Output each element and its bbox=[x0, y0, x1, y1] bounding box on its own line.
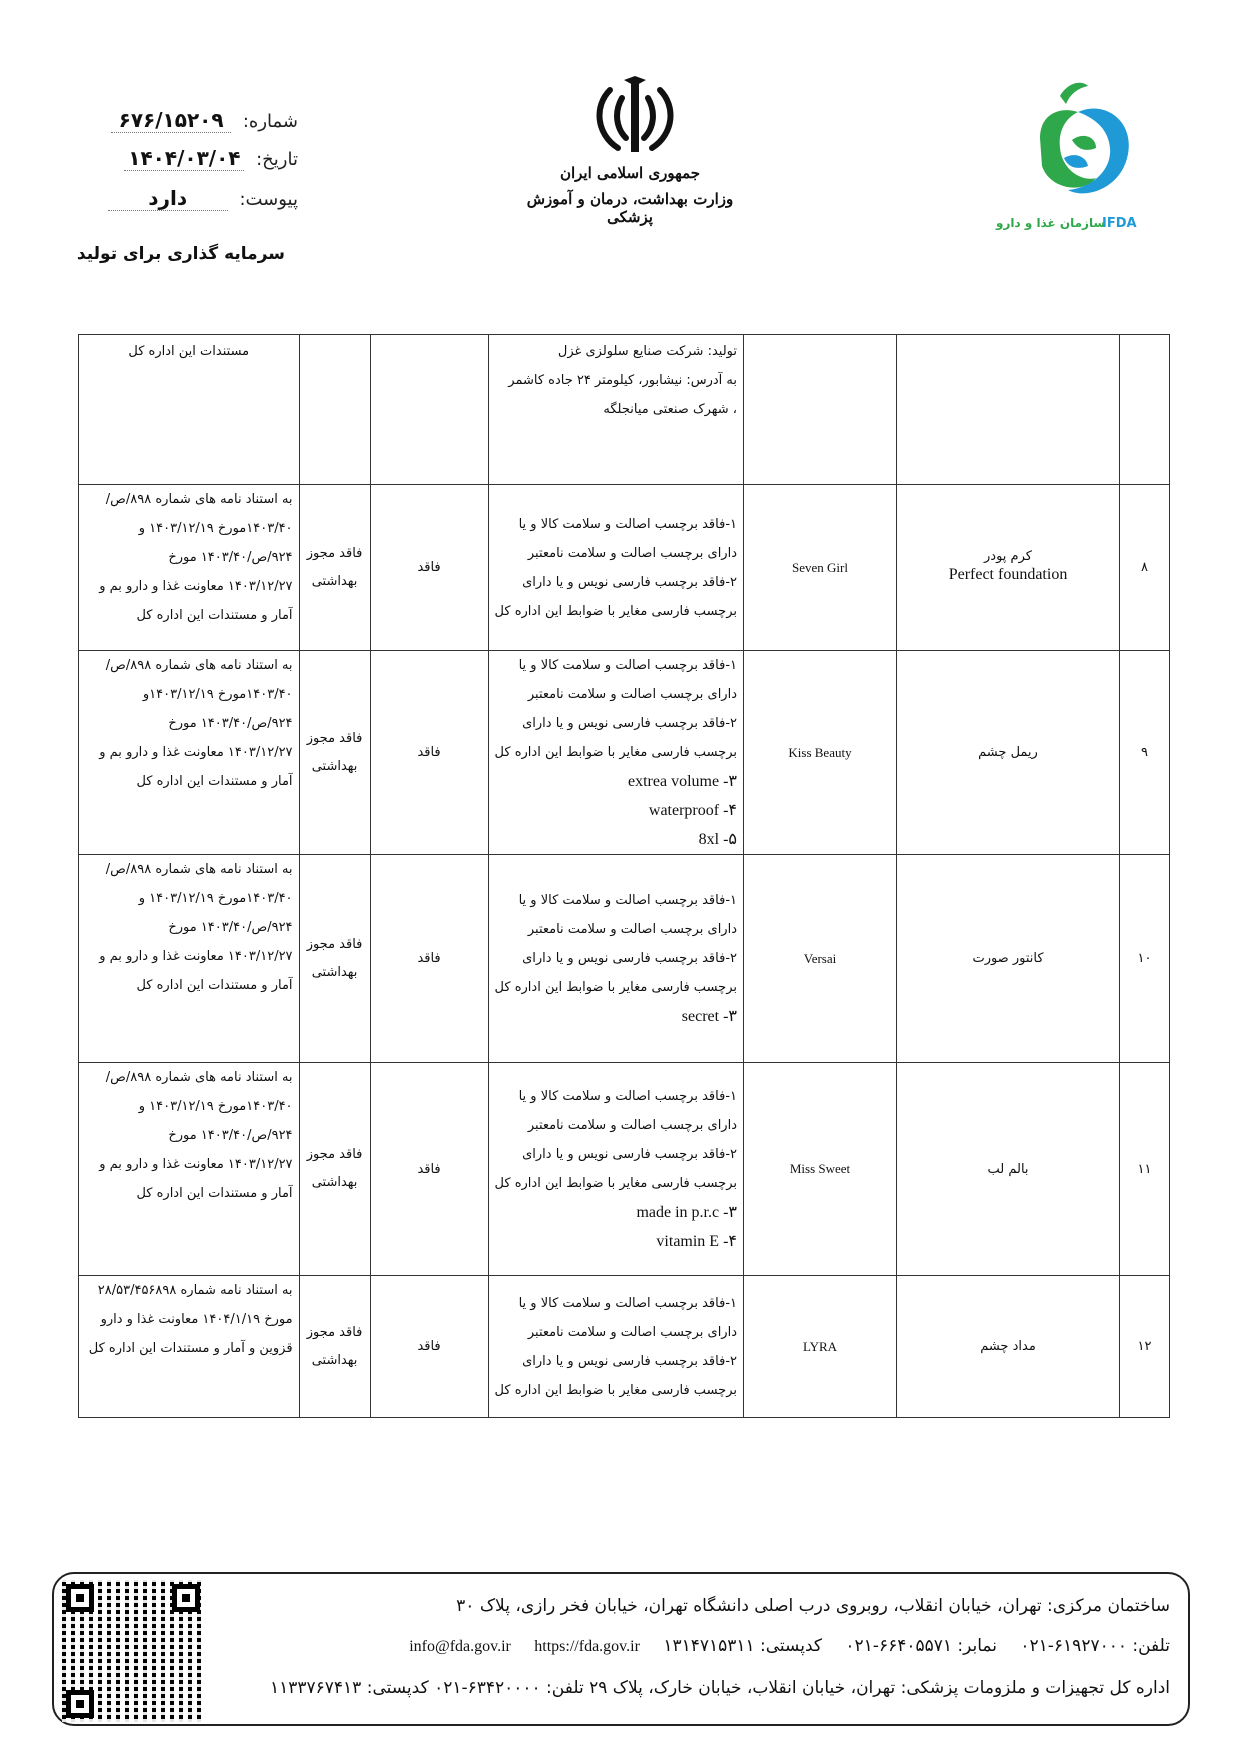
cell-text: 8xl -۵ bbox=[698, 831, 737, 848]
cell-text: ۱۴۰۳/۴۰مورخ ۱۴۰۳/۱۲/۱۹ و bbox=[138, 891, 293, 906]
qr-code-icon bbox=[62, 1580, 204, 1722]
cell-text: ۹۲۴/ص/۱۴۰۳/۴۰ مورخ bbox=[168, 920, 293, 935]
cell-text: ، شهرک صنعتی میانجلگه bbox=[603, 402, 737, 417]
iran-emblem-icon bbox=[590, 76, 680, 158]
cell-text: made in p.r.c -۳ bbox=[636, 1204, 737, 1221]
reference bbox=[79, 1276, 300, 1418]
reference bbox=[79, 651, 300, 855]
product-name bbox=[897, 335, 1120, 485]
issues bbox=[488, 855, 743, 1063]
cell-text: مورخ ۱۴۰۴/۱/۱۹ معاونت غذا و دارو bbox=[100, 1312, 293, 1327]
license-status: فاقد bbox=[370, 651, 488, 855]
health-permit: فاقد مجوز بهداشتی bbox=[299, 1063, 370, 1276]
cell-text: ۱-فاقد برچسب اصالت و سلامت کالا و یا bbox=[518, 516, 737, 532]
product-name-fa: بالم لب bbox=[987, 1161, 1029, 1177]
table-row bbox=[79, 485, 1170, 651]
cell-text: به استناد نامه های شماره ۸۹۸/ص/ bbox=[105, 1070, 293, 1085]
cell-text: ۲-فاقد برچسب فارسی نویس و یا دارای bbox=[522, 1353, 737, 1369]
cell-text: برچسب فارسی مغایر با ضوابط این اداره کل bbox=[494, 603, 737, 619]
letter-date bbox=[88, 146, 298, 171]
cell-text: به استناد نامه های شماره ۸۹۸/ص/ bbox=[105, 658, 293, 673]
footer-website[interactable]: https://fda.gov.ir bbox=[534, 1638, 640, 1655]
reference bbox=[79, 1063, 300, 1276]
footer-contacts bbox=[391, 1636, 1170, 1656]
brand: Seven Girl bbox=[744, 485, 897, 651]
product-name bbox=[897, 651, 1120, 855]
license-status bbox=[370, 335, 488, 485]
cell-text: vitamin E -۴ bbox=[656, 1233, 737, 1250]
cell-text: برچسب فارسی مغایر با ضوابط این اداره کل bbox=[494, 1382, 737, 1398]
cell-text: برچسب فارسی مغایر با ضوابط این اداره کل bbox=[494, 745, 737, 760]
motto: سرمایه گذاری برای تولید bbox=[76, 244, 285, 264]
issues bbox=[488, 485, 743, 651]
reference bbox=[79, 485, 300, 651]
cell-text: ۹۲۴/ص/۱۴۰۳/۴۰ مورخ bbox=[168, 716, 293, 731]
cell-text: دارای برچسب اصالت و سلامت نامعتبر bbox=[527, 687, 737, 702]
table-row bbox=[79, 855, 1170, 1063]
product-name-fa: کرم پودر bbox=[984, 549, 1032, 564]
footer-postal: کدپستی: ۱۳۱۴۷۱۵۳۱۱ bbox=[663, 1636, 822, 1656]
date-label: تاریخ: bbox=[256, 149, 298, 170]
table-row bbox=[79, 335, 1170, 485]
health-permit: فاقد مجوز بهداشتی bbox=[299, 485, 370, 651]
row-number: ۹ bbox=[1120, 651, 1170, 855]
cell-text: مستندات این اداره کل bbox=[128, 344, 250, 359]
health-permit: فاقد مجوز بهداشتی bbox=[299, 855, 370, 1063]
product-name bbox=[897, 485, 1120, 651]
cell-text: ۱-فاقد برچسب اصالت و سلامت کالا و یا bbox=[518, 1295, 737, 1311]
number-label: شماره: bbox=[242, 111, 298, 132]
product-name-en: Perfect foundation bbox=[948, 566, 1068, 583]
cell-text: آمار و مستندات این اداره کل bbox=[136, 978, 293, 993]
license-status: فاقد bbox=[370, 485, 488, 651]
product-name-fa: کانتور صورت bbox=[972, 951, 1044, 966]
license-status: فاقد bbox=[370, 1063, 488, 1276]
health-permit: فاقد مجوز بهداشتی bbox=[299, 1276, 370, 1418]
product-name-fa: ریمل چشم bbox=[978, 745, 1038, 760]
brand: LYRA bbox=[744, 1276, 897, 1418]
table-row bbox=[79, 1276, 1170, 1418]
row-number: ۸ bbox=[1120, 485, 1170, 651]
issues bbox=[488, 1276, 743, 1418]
row-number: ۱۲ bbox=[1120, 1276, 1170, 1418]
cell-text: آمار و مستندات این اداره کل bbox=[136, 608, 293, 623]
cell-text: ۹۲۴/ص/۱۴۰۳/۴۰ مورخ bbox=[168, 550, 293, 565]
table-row bbox=[79, 1063, 1170, 1276]
cell-text: به آدرس: نیشابور، کیلومتر ۲۴ جاده کاشمر bbox=[508, 373, 737, 388]
cell-text: دارای برچسب اصالت و سلامت نامعتبر bbox=[527, 1118, 737, 1133]
issues bbox=[488, 1063, 743, 1276]
cell-text: ۲-فاقد برچسب فارسی نویس و یا دارای bbox=[522, 716, 737, 731]
cell-text: ۱۴۰۳/۴۰مورخ ۱۴۰۳/۱۲/۱۹ و bbox=[138, 1099, 293, 1114]
brand: Miss Sweet bbox=[744, 1063, 897, 1276]
table-row bbox=[79, 651, 1170, 855]
issues bbox=[488, 335, 743, 485]
footer bbox=[52, 1572, 1190, 1726]
product-name bbox=[897, 1276, 1120, 1418]
cell-text: secret -۳ bbox=[681, 1008, 737, 1025]
cell-text: دارای برچسب اصالت و سلامت نامعتبر bbox=[527, 1324, 737, 1340]
cell-text: آمار و مستندات این اداره کل bbox=[136, 774, 293, 789]
gov-line-1: جمهوری اسلامی ایران bbox=[559, 164, 701, 182]
date-value: ۱۴۰۴/۰۳/۰۴ bbox=[124, 146, 244, 171]
footer-email[interactable]: info@fda.gov.ir bbox=[409, 1638, 511, 1655]
brand: Versai bbox=[744, 855, 897, 1063]
product-name bbox=[897, 1063, 1120, 1276]
cell-text: ۹۲۴/ص/۱۴۰۳/۴۰ مورخ bbox=[168, 1128, 293, 1143]
attachment-label: پیوست: bbox=[239, 189, 298, 210]
cell-text: دارای برچسب اصالت و سلامت نامعتبر bbox=[527, 922, 737, 937]
reference bbox=[79, 335, 300, 485]
cell-text: ۱۴۰۳/۴۰مورخ ۱۴۰۳/۱۲/۱۹و bbox=[142, 687, 293, 702]
cell-text: آمار و مستندات این اداره کل bbox=[136, 1186, 293, 1201]
product-name-fa: مداد چشم bbox=[980, 1339, 1036, 1354]
row-number bbox=[1120, 335, 1170, 485]
cell-text: تولید: شرکت صنایع سلولزی غزل bbox=[557, 344, 737, 359]
cell-text: به استناد نامه شماره ۲۸/۵۳/۴۵۶۸۹۸ bbox=[97, 1283, 293, 1298]
cell-text: برچسب فارسی مغایر با ضوابط این اداره کل bbox=[494, 980, 737, 995]
letter-attachment bbox=[88, 186, 298, 211]
cell-text: ۱-فاقد برچسب اصالت و سلامت کالا و یا bbox=[518, 893, 737, 908]
brand bbox=[744, 335, 897, 485]
cell-text: به استناد نامه های شماره ۸۹۸/ص/ bbox=[105, 862, 293, 877]
cell-text: ۱۴۰۳/۱۲/۲۷ معاونت غذا و دارو بم و bbox=[99, 949, 293, 964]
ifda-name-en: IFDA bbox=[1102, 216, 1137, 231]
cell-text: waterproof -۴ bbox=[648, 802, 737, 819]
cell-text: ۱۴۰۳/۴۰مورخ ۱۴۰۳/۱۲/۱۹ و bbox=[138, 521, 293, 536]
license-status: فاقد bbox=[370, 855, 488, 1063]
footer-address: ساختمان مرکزی: تهران، خیابان انقلاب، روبروی درب اصلی دانشگاه تهران، خیابان فخر رازی، پلاک ۳۰ bbox=[456, 1596, 1170, 1616]
number-value: ۶۷۶/۱۵۲۰۹ bbox=[111, 108, 231, 133]
cell-text: به استناد نامه های شماره ۸۹۸/ص/ bbox=[105, 492, 293, 507]
issues bbox=[488, 651, 743, 855]
cell-text: ۲-فاقد برچسب فارسی نویس و یا دارای bbox=[522, 951, 737, 966]
cell-text: ۱۴۰۳/۱۲/۲۷ معاونت غذا و دارو بم و bbox=[99, 745, 293, 760]
letter-number bbox=[88, 108, 298, 133]
products-table bbox=[78, 334, 1170, 1418]
cell-text: ۱۴۰۳/۱۲/۲۷ معاونت غذا و دارو بم و bbox=[99, 579, 293, 594]
row-number: ۱۱ bbox=[1120, 1063, 1170, 1276]
license-status: فاقد bbox=[370, 1276, 488, 1418]
cell-text: ۱۴۰۳/۱۲/۲۷ معاونت غذا و دارو بم و bbox=[99, 1157, 293, 1172]
gov-line-2: وزارت بهداشت، درمان و آموزش پزشکی bbox=[526, 190, 734, 226]
cell-text: برچسب فارسی مغایر با ضوابط این اداره کل bbox=[494, 1176, 737, 1191]
cell-text: ۱-فاقد برچسب اصالت و سلامت کالا و یا bbox=[518, 1089, 737, 1104]
gov-title bbox=[520, 164, 740, 226]
footer-phone: تلفن: ۶۱۹۲۷۰۰۰-۰۲۱ bbox=[1020, 1636, 1170, 1656]
cell-text: ۱-فاقد برچسب اصالت و سلامت کالا و یا bbox=[518, 658, 737, 673]
product-name bbox=[897, 855, 1120, 1063]
attachment-value: دارد bbox=[108, 186, 228, 211]
cell-text: دارای برچسب اصالت و سلامت نامعتبر bbox=[527, 545, 737, 561]
reference bbox=[79, 855, 300, 1063]
ifda-name-fa: سازمان غذا و دارو bbox=[996, 216, 1106, 230]
cell-text: ۲-فاقد برچسب فارسی نویس و یا دارای bbox=[522, 574, 737, 590]
cell-text: ۲-فاقد برچسب فارسی نویس و یا دارای bbox=[522, 1147, 737, 1162]
footer-office: اداره کل تجهیزات و ملزومات پزشکی: تهران، خیابان انقلاب، خیابان خارک، پلاک ۲۹ تلفن: ۶۳۴۲۰۰۰۰-۰۲۱ کدپستی: ۱۱۳۳۷۶۷۴۱۳ bbox=[270, 1678, 1170, 1698]
cell-text: extrea volume -۳ bbox=[628, 773, 737, 790]
ifda-logo bbox=[1000, 78, 1160, 238]
row-number: ۱۰ bbox=[1120, 855, 1170, 1063]
brand: Kiss Beauty bbox=[744, 651, 897, 855]
cell-text: قزوین و آمار و مستندات این اداره کل bbox=[88, 1341, 293, 1356]
footer-fax: نمابر: ۶۶۴۰۵۵۷۱-۰۲۱ bbox=[845, 1636, 997, 1656]
health-permit: فاقد مجوز بهداشتی bbox=[299, 651, 370, 855]
health-permit bbox=[299, 335, 370, 485]
